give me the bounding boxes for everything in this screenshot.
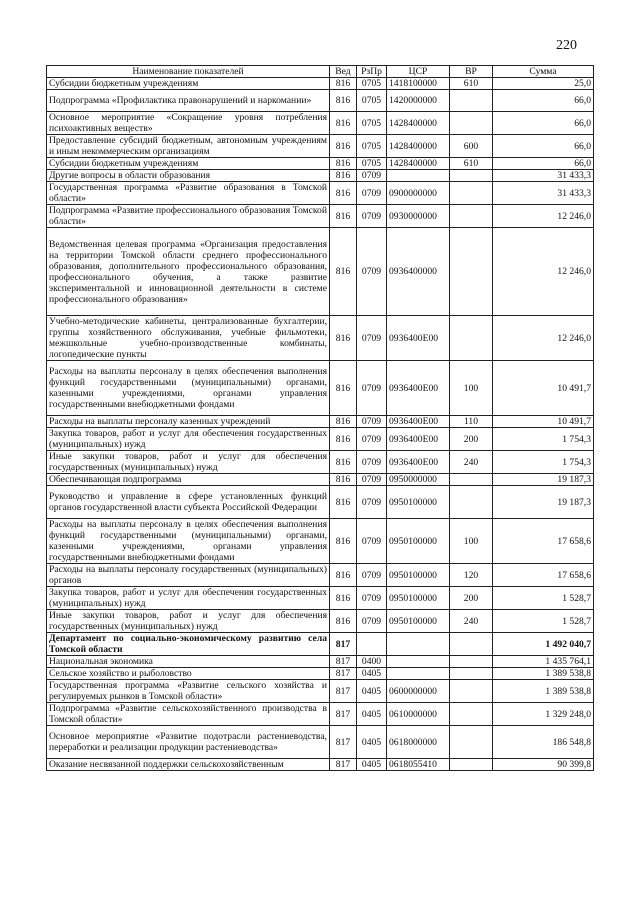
row-vr-cell — [450, 726, 493, 759]
row-csr-cell: 0936400Е00 — [387, 451, 450, 474]
header-vr: ВР — [450, 66, 493, 78]
row-rzpr-cell: 0709 — [357, 428, 387, 451]
row-vr-cell — [450, 486, 493, 519]
budget-table — [46, 65, 594, 771]
row-sum-cell: 1 754,3 — [493, 428, 594, 451]
row-csr-cell: 0618000000 — [387, 726, 450, 759]
row-ved-cell: 816 — [330, 205, 357, 228]
row-rzpr-cell: 0709 — [357, 486, 387, 519]
table-row — [47, 170, 594, 182]
table-row — [47, 90, 594, 112]
row-sum-cell: 1 389 538,8 — [493, 668, 594, 680]
row-csr-cell — [387, 668, 450, 680]
row-ved-cell: 817 — [330, 680, 357, 703]
row-ved-cell: 817 — [330, 759, 357, 771]
table-row — [47, 703, 594, 726]
row-ved-cell: 816 — [330, 416, 357, 428]
row-sum-cell: 1 754,3 — [493, 451, 594, 474]
row-rzpr-cell: 0709 — [357, 416, 387, 428]
table-row — [47, 519, 594, 564]
table-body — [47, 78, 594, 771]
row-rzpr-cell: 0709 — [357, 228, 387, 316]
row-ved-cell: 816 — [330, 228, 357, 316]
table-row — [47, 451, 594, 474]
table-row — [47, 316, 594, 361]
row-ved-cell: 817 — [330, 656, 357, 668]
row-vr-cell: 600 — [450, 135, 493, 158]
row-ved-cell: 816 — [330, 361, 357, 416]
row-rzpr-cell: 0405 — [357, 726, 387, 759]
row-name-cell: Подпрограмма «Развитие сельскохозяйственного производства в Томской области» — [47, 703, 330, 726]
row-sum-cell: 31 433,3 — [493, 170, 594, 182]
row-ved-cell: 816 — [330, 90, 357, 112]
table-row — [47, 474, 594, 486]
row-name-cell: Подпрограмма «Развитие профессионального образования Томской области» — [47, 205, 330, 228]
header-csr: ЦСР — [387, 66, 450, 78]
row-name-cell: Иные закупки товаров, работ и услуг для обеспечения государственных (муниципальных) нужд — [47, 451, 330, 474]
row-rzpr-cell: 0709 — [357, 451, 387, 474]
row-name-cell: Основное мероприятие «Сокращение уровня потребления психоактивных веществ» — [47, 112, 330, 135]
row-name-cell: Расходы на выплаты персоналу государственных (муниципальных) органов — [47, 564, 330, 587]
row-sum-cell: 17 658,6 — [493, 519, 594, 564]
table-row — [47, 361, 594, 416]
row-ved-cell: 816 — [330, 170, 357, 182]
row-vr-cell — [450, 759, 493, 771]
row-csr-cell: 0610000000 — [387, 703, 450, 726]
table-row — [47, 587, 594, 610]
row-csr-cell: 0900000000 — [387, 182, 450, 205]
row-rzpr-cell: 0405 — [357, 668, 387, 680]
row-csr-cell: 0950100000 — [387, 486, 450, 519]
row-rzpr-cell: 0709 — [357, 205, 387, 228]
row-name-cell: Оказание несвязанной поддержки сельскохозяйственным — [47, 759, 330, 771]
row-csr-cell: 0618055410 — [387, 759, 450, 771]
table-row — [47, 633, 594, 656]
row-ved-cell: 816 — [330, 112, 357, 135]
row-ved-cell: 816 — [330, 428, 357, 451]
row-rzpr-cell: 0705 — [357, 90, 387, 112]
table-row — [47, 564, 594, 587]
row-vr-cell — [450, 656, 493, 668]
row-sum-cell: 12 246,0 — [493, 228, 594, 316]
row-name-cell: Закупка товаров, работ и услуг для обеспечения государственных (муниципальных) нужд — [47, 428, 330, 451]
header-name: Наименование показателей — [47, 66, 330, 78]
table-row — [47, 158, 594, 170]
table-row — [47, 135, 594, 158]
row-vr-cell: 610 — [450, 158, 493, 170]
row-vr-cell: 240 — [450, 451, 493, 474]
row-sum-cell: 19 187,3 — [493, 474, 594, 486]
row-sum-cell: 66,0 — [493, 90, 594, 112]
row-name-cell: Государственная программа «Развитие сельского хозяйства и регулируемых рынков в Томской области» — [47, 680, 330, 703]
row-csr-cell: 0950100000 — [387, 519, 450, 564]
row-vr-cell: 110 — [450, 416, 493, 428]
row-vr-cell: 120 — [450, 564, 493, 587]
table-row — [47, 78, 594, 90]
row-vr-cell — [450, 703, 493, 726]
row-vr-cell — [450, 680, 493, 703]
row-sum-cell: 1 492 040,7 — [493, 633, 594, 656]
row-csr-cell: 1428400000 — [387, 112, 450, 135]
row-rzpr-cell: 0709 — [357, 182, 387, 205]
row-name-cell: Сельское хозяйство и рыболовство — [47, 668, 330, 680]
row-name-cell: Подпрограмма «Профилактика правонарушений и наркомании» — [47, 90, 330, 112]
row-sum-cell: 12 246,0 — [493, 205, 594, 228]
row-name-cell: Департамент по социально-экономическому развитию села Томской области — [47, 633, 330, 656]
row-sum-cell: 17 658,6 — [493, 564, 594, 587]
row-rzpr-cell: 0709 — [357, 587, 387, 610]
row-vr-cell — [450, 668, 493, 680]
row-rzpr-cell: 0705 — [357, 158, 387, 170]
row-name-cell: Государственная программа «Развитие образования в Томской области» — [47, 182, 330, 205]
row-name-cell: Национальная экономика — [47, 656, 330, 668]
row-sum-cell: 10 491,7 — [493, 361, 594, 416]
row-ved-cell: 816 — [330, 182, 357, 205]
row-vr-cell: 100 — [450, 519, 493, 564]
row-csr-cell: 1428400000 — [387, 135, 450, 158]
table-header-row — [47, 66, 594, 78]
row-csr-cell: 0936400000 — [387, 228, 450, 316]
row-csr-cell — [387, 656, 450, 668]
row-csr-cell — [387, 633, 450, 656]
row-rzpr-cell: 0709 — [357, 474, 387, 486]
row-csr-cell: 0936400Е00 — [387, 361, 450, 416]
row-sum-cell: 1 528,7 — [493, 610, 594, 633]
row-sum-cell: 1 389 538,8 — [493, 680, 594, 703]
row-rzpr-cell: 0709 — [357, 361, 387, 416]
row-ved-cell: 816 — [330, 564, 357, 587]
row-ved-cell: 816 — [330, 78, 357, 90]
row-ved-cell: 816 — [330, 158, 357, 170]
row-name-cell: Расходы на выплаты персоналу в целях обеспечения выполнения функций государственными (муниципальными) органами, казенными учреждениями, органами управления государственными внебюджетными фондами — [47, 519, 330, 564]
row-sum-cell: 66,0 — [493, 135, 594, 158]
row-csr-cell: 1418100000 — [387, 78, 450, 90]
table-row — [47, 182, 594, 205]
row-ved-cell: 816 — [330, 519, 357, 564]
header-rzpr: РзПр — [357, 66, 387, 78]
row-rzpr-cell: 0705 — [357, 78, 387, 90]
row-vr-cell — [450, 228, 493, 316]
row-csr-cell: 0936400Е00 — [387, 316, 450, 361]
row-csr-cell: 0950100000 — [387, 587, 450, 610]
row-sum-cell: 186 548,8 — [493, 726, 594, 759]
row-csr-cell: 1420000000 — [387, 90, 450, 112]
row-rzpr-cell: 0709 — [357, 564, 387, 587]
row-vr-cell — [450, 182, 493, 205]
row-csr-cell: 0950100000 — [387, 564, 450, 587]
row-name-cell: Руководство и управление в сфере установленных функций органов государственной власти субъекта Российской Федерации — [47, 486, 330, 519]
row-sum-cell: 1 435 764,1 — [493, 656, 594, 668]
row-sum-cell: 1 528,7 — [493, 587, 594, 610]
table-row — [47, 759, 594, 771]
row-vr-cell — [450, 90, 493, 112]
row-vr-cell: 100 — [450, 361, 493, 416]
row-name-cell: Учебно-методические кабинеты, централизованные бухгалтерии, группы хозяйственного обслуживания, учебные фильмотеки, межшкольные учебно-производственные комбинаты, логопедические пункты — [47, 316, 330, 361]
table-row — [47, 112, 594, 135]
row-ved-cell: 817 — [330, 633, 357, 656]
row-ved-cell: 816 — [330, 135, 357, 158]
row-sum-cell: 10 491,7 — [493, 416, 594, 428]
row-vr-cell — [450, 170, 493, 182]
row-rzpr-cell: 0709 — [357, 170, 387, 182]
row-rzpr-cell: 0400 — [357, 656, 387, 668]
table-row — [47, 228, 594, 316]
row-csr-cell: 1428400000 — [387, 158, 450, 170]
row-ved-cell: 816 — [330, 587, 357, 610]
row-sum-cell: 12 246,0 — [493, 316, 594, 361]
row-rzpr-cell: 0709 — [357, 610, 387, 633]
row-name-cell: Другие вопросы в области образования — [47, 170, 330, 182]
table-row — [47, 416, 594, 428]
table-row — [47, 668, 594, 680]
row-sum-cell: 66,0 — [493, 112, 594, 135]
row-name-cell: Предоставление субсидий бюджетным, автономным учреждениям и иным некоммерческим организациям — [47, 135, 330, 158]
row-rzpr-cell: 0709 — [357, 519, 387, 564]
row-rzpr-cell: 0705 — [357, 135, 387, 158]
row-name-cell: Расходы на выплаты персоналу в целях обеспечения выполнения функций государственными (муниципальными) органами, казенными учреждениями, органами управления государственными внебюджетными фондами — [47, 361, 330, 416]
row-csr-cell: 0930000000 — [387, 205, 450, 228]
row-name-cell: Закупка товаров, работ и услуг для обеспечения государственных (муниципальных) нужд — [47, 587, 330, 610]
header-ved: Вед — [330, 66, 357, 78]
row-name-cell: Иные закупки товаров, работ и услуг для обеспечения государственных (муниципальных) нужд — [47, 610, 330, 633]
row-ved-cell: 816 — [330, 610, 357, 633]
row-ved-cell: 816 — [330, 486, 357, 519]
row-vr-cell — [450, 633, 493, 656]
row-vr-cell: 610 — [450, 78, 493, 90]
row-vr-cell — [450, 316, 493, 361]
row-ved-cell: 817 — [330, 703, 357, 726]
row-vr-cell: 200 — [450, 428, 493, 451]
row-name-cell: Обеспечивающая подпрограмма — [47, 474, 330, 486]
row-csr-cell: 0600000000 — [387, 680, 450, 703]
table-row — [47, 680, 594, 703]
row-sum-cell: 1 329 248,0 — [493, 703, 594, 726]
row-sum-cell: 19 187,3 — [493, 486, 594, 519]
row-vr-cell — [450, 474, 493, 486]
row-sum-cell: 90 399,8 — [493, 759, 594, 771]
row-ved-cell: 817 — [330, 726, 357, 759]
row-name-cell: Основное мероприятие «Развитие подотрасли растениеводства, переработки и реализации продукции растениеводства» — [47, 726, 330, 759]
row-name-cell: Субсидии бюджетным учреждениям — [47, 158, 330, 170]
row-csr-cell: 0936400Е00 — [387, 428, 450, 451]
row-csr-cell — [387, 170, 450, 182]
row-sum-cell: 31 433,3 — [493, 182, 594, 205]
page-number: 220 — [556, 38, 577, 53]
table-row — [47, 726, 594, 759]
row-rzpr-cell — [357, 633, 387, 656]
row-rzpr-cell: 0405 — [357, 759, 387, 771]
row-name-cell: Субсидии бюджетным учреждениям — [47, 78, 330, 90]
row-vr-cell: 200 — [450, 587, 493, 610]
row-sum-cell: 25,0 — [493, 78, 594, 90]
row-rzpr-cell: 0405 — [357, 680, 387, 703]
row-csr-cell: 0950100000 — [387, 610, 450, 633]
header-sum: Сумма — [493, 66, 594, 78]
row-ved-cell: 816 — [330, 451, 357, 474]
table-row — [47, 656, 594, 668]
row-vr-cell — [450, 112, 493, 135]
row-rzpr-cell: 0709 — [357, 316, 387, 361]
table-row — [47, 486, 594, 519]
row-rzpr-cell: 0405 — [357, 703, 387, 726]
row-csr-cell: 0936400Е00 — [387, 416, 450, 428]
row-rzpr-cell: 0705 — [357, 112, 387, 135]
row-vr-cell: 240 — [450, 610, 493, 633]
row-ved-cell: 817 — [330, 668, 357, 680]
row-ved-cell: 816 — [330, 474, 357, 486]
row-vr-cell — [450, 205, 493, 228]
table-row — [47, 205, 594, 228]
row-ved-cell: 816 — [330, 316, 357, 361]
table-row — [47, 428, 594, 451]
row-sum-cell: 66,0 — [493, 158, 594, 170]
row-csr-cell: 0950000000 — [387, 474, 450, 486]
row-name-cell: Расходы на выплаты персоналу казенных учреждений — [47, 416, 330, 428]
table-row — [47, 610, 594, 633]
row-name-cell: Ведомственная целевая программа «Организация предоставления на территории Томской области среднего профессионального образования, дополнительного профессионального образования, профессионального обучения, а также развитие экспериментальной и инновационной деятельности в системе профессионального образования» — [47, 228, 330, 316]
